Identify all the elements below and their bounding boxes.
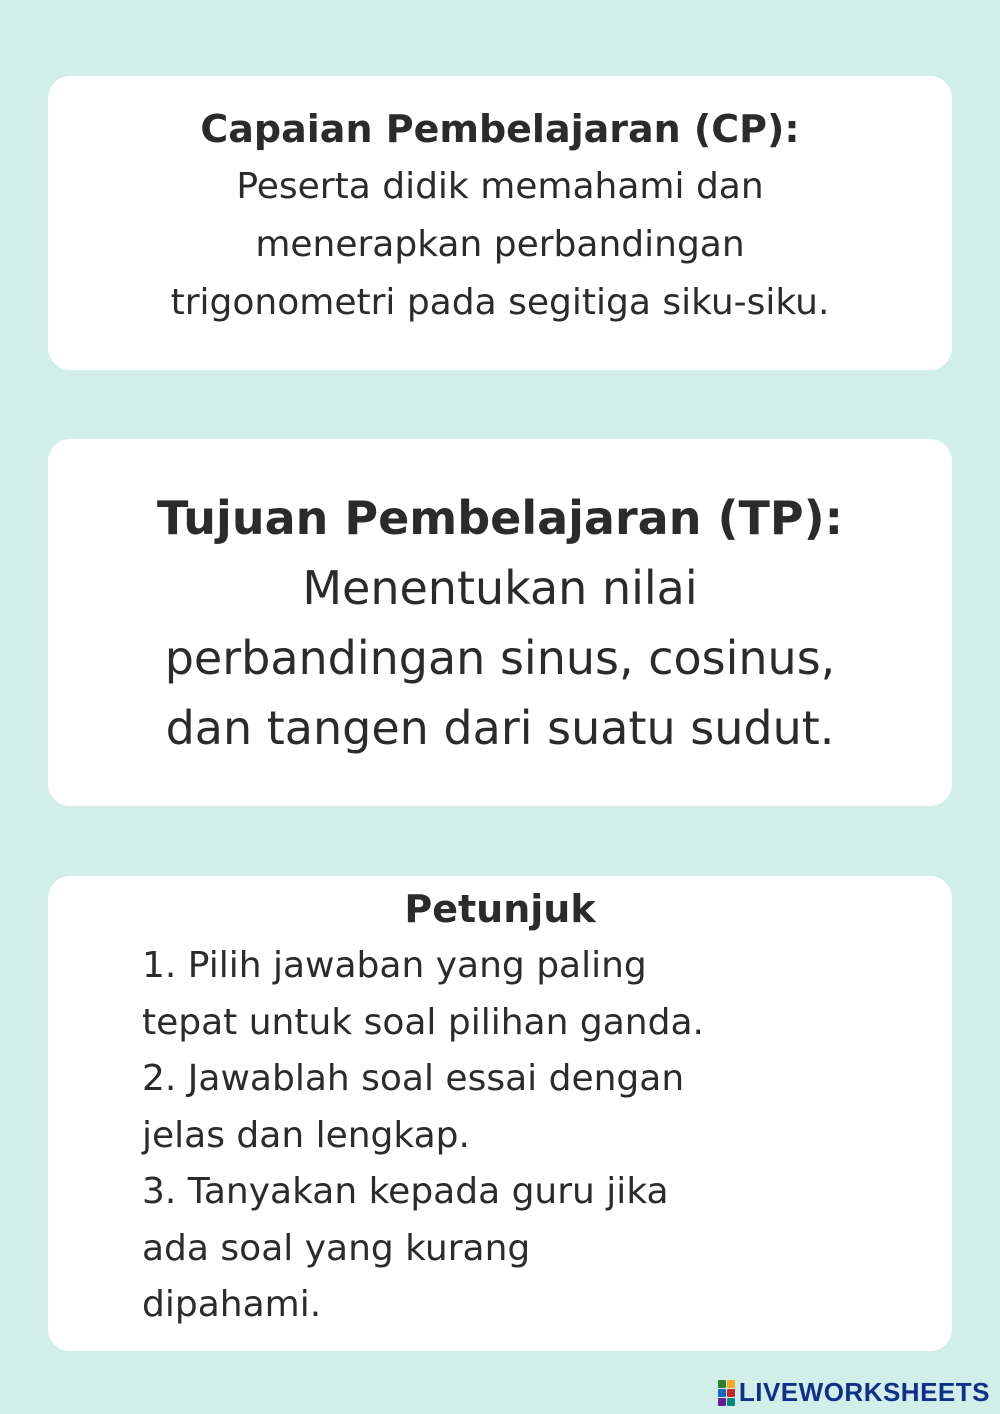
- logo-tile: [727, 1398, 735, 1406]
- logo-tile: [718, 1398, 726, 1406]
- petunjuk-line: 1. Pilih jawaban yang paling: [142, 945, 647, 986]
- petunjuk-list: [48, 938, 952, 1334]
- liveworksheets-logo-icon: [718, 1380, 735, 1406]
- petunjuk-line: 2. Jawablah soal essai dengan: [142, 1058, 685, 1099]
- liveworksheets-watermark: [718, 1377, 990, 1408]
- watermark-text: LIVEWORKSHEETS: [738, 1377, 990, 1407]
- tp-title: Tujuan Pembelajaran (TP):: [156, 491, 843, 545]
- logo-tile: [718, 1389, 726, 1397]
- tp-text-line: Menentukan nilai: [302, 561, 698, 615]
- cp-text-line: trigonometri pada segitiga siku-siku.: [170, 282, 830, 323]
- cp-text-line: menerapkan perbandingan: [255, 224, 745, 265]
- cp-title: Capaian Pembelajaran (CP):: [200, 107, 800, 151]
- logo-tile: [727, 1380, 735, 1388]
- petunjuk-card: [48, 876, 952, 1351]
- petunjuk-line: dipahami.: [142, 1284, 322, 1325]
- cp-card: [48, 76, 952, 370]
- tp-card: [48, 439, 952, 806]
- logo-tile: [727, 1389, 735, 1397]
- logo-tile: [718, 1380, 726, 1388]
- tp-text-line: dan tangen dari suatu sudut.: [165, 701, 835, 755]
- petunjuk-line: 3. Tanyakan kepada guru jika: [142, 1171, 669, 1212]
- petunjuk-line: jelas dan lengkap.: [142, 1114, 470, 1156]
- petunjuk-line: tepat untuk soal pilihan ganda.: [142, 1001, 704, 1043]
- petunjuk-line: ada soal yang kurang: [142, 1227, 531, 1269]
- petunjuk-title: Petunjuk: [404, 887, 596, 931]
- tp-text-line: perbandingan sinus, cosinus,: [164, 631, 836, 685]
- cp-text-line: Peserta didik memahami dan: [236, 166, 764, 207]
